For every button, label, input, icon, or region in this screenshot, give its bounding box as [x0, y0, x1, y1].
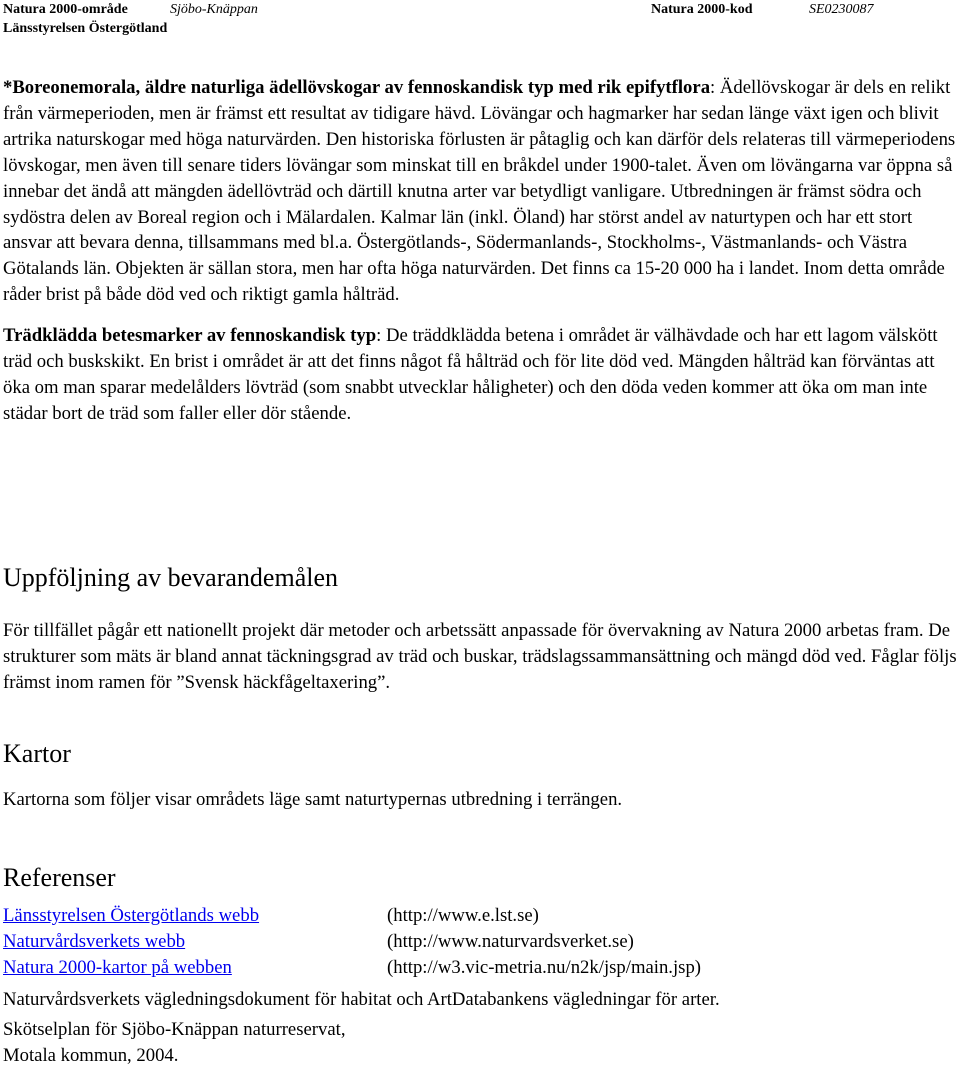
- reference-url: (http://www.e.lst.se): [387, 905, 539, 926]
- reference-doc-skotselplan: Skötselplan för Sjöbo-Knäppan naturreservat, Motala kommun, 2004.: [3, 1019, 346, 1066]
- link-naturvardsverket[interactable]: Naturvårdsverkets webb: [3, 930, 186, 952]
- boreo-title: *Boreonemorala, äldre naturliga ädellövskogar av fennoskandisk typ med rik epifytflora: [3, 77, 711, 98]
- header-site-code: SE0230087: [809, 2, 874, 17]
- tradklad-text: : De träddklädda betena i området är välhävdade och har ett lagom välskött träd och buskskikt. En brist i området är att det finns något få hålträd och för lite död ved. Mängden hålträd kan förväntas att öka om man sparar medelålders lövträd (som snabbt utvecklar håligheter) och den döda veden kommer att öka om man inte städar bort de träd som faller eller dör stående.: [3, 325, 938, 424]
- uppfoljning-text: För tillfället pågår ett nationellt projekt där metoder och arbetssätt anpassade för övervakning av Natura 2000 arbetas fram. De strukturer som mäts är bland annat täckningsgrad av träd och buskar, trädslagssammansättning och mängd död ved. Fåglar följs främst inom ramen för ”Svensk häckfågeltaxering”.: [3, 620, 957, 693]
- reference-doc-vagledning: Naturvårdsverkets vägledningsdokument för habitat och ArtDatabankens vägledningar för arter.: [3, 989, 720, 1010]
- reference-url: (http://w3.vic-metria.nu/n2k/jsp/main.jsp): [387, 956, 702, 978]
- page-header: [3, 0, 953, 38]
- kartor-text: Kartorna som följer visar områdets läge samt naturtypernas utbredning i terrängen.: [3, 789, 623, 810]
- tradklad-title: Trädklädda betesmarker av fennoskandisk typ: [3, 325, 377, 347]
- header-authority: Länsstyrelsen Östergötland: [3, 21, 168, 36]
- reference-links: [3, 903, 958, 981]
- tradklad-paragraph: [3, 323, 958, 427]
- header-site-name: Sjöbo-Knäppan: [170, 2, 258, 17]
- reference-url: (http://www.naturvardsverket.se): [387, 930, 634, 952]
- reference-row: [3, 929, 958, 955]
- habitat-descriptions: [3, 75, 958, 427]
- heading-uppfoljning: Uppföljning av bevarandemålen: [3, 563, 338, 592]
- heading-kartor: Kartor: [3, 739, 71, 768]
- header-row-1: [3, 0, 953, 19]
- header-label-natura-code: Natura 2000-kod: [651, 2, 753, 17]
- reference-row: [3, 955, 958, 981]
- reference-row: [3, 903, 958, 929]
- link-lansstyrelsen[interactable]: Länsstyrelsen Östergötlands webb: [3, 905, 260, 926]
- header-row-2: [3, 19, 953, 38]
- boreo-text: : Ädellövskogar är dels en relikt från värmeperioden, men är främst ett resultat av tidigare hävd. Lövängar och hagmarker har sedan länge växt igen och blivit artrika naturskogar med höga naturvärden. Den historiska förlusten är påtaglig och kan därför dels relateras till värmeperiodens lövskogar, men även till senare tiders lövängar som minskat till en bråkdel under 1900-talet. Även om lövängarna var öppna så innebar det ändå att mängden ädellövträd och därtill knutna arter var betydligt vanligare. Utbredningen är främst södra och sydöstra delen av Boreal region och i Mälardalen. Kalmar län (inkl. Öland) har störst andel av naturtypen och har ett stort ansvar att bevara denna, tillsammans med bl.a. Östergötlands-, Södermanlands-, Stockholms-, Västmanlands- och Västra Götalands län. Objekten är sällan stora, men har ofta höga naturvärden. Det finns ca 15-20 000 ha i landet. Inom detta område råder brist på både död ved och riktigt gamla hålträd.: [3, 77, 956, 306]
- boreo-paragraph: [3, 75, 958, 308]
- link-natura-kartor[interactable]: Natura 2000-kartor på webben: [3, 956, 232, 978]
- header-label-natura-area: Natura 2000-område: [3, 2, 128, 17]
- heading-referenser: Referenser: [3, 863, 116, 892]
